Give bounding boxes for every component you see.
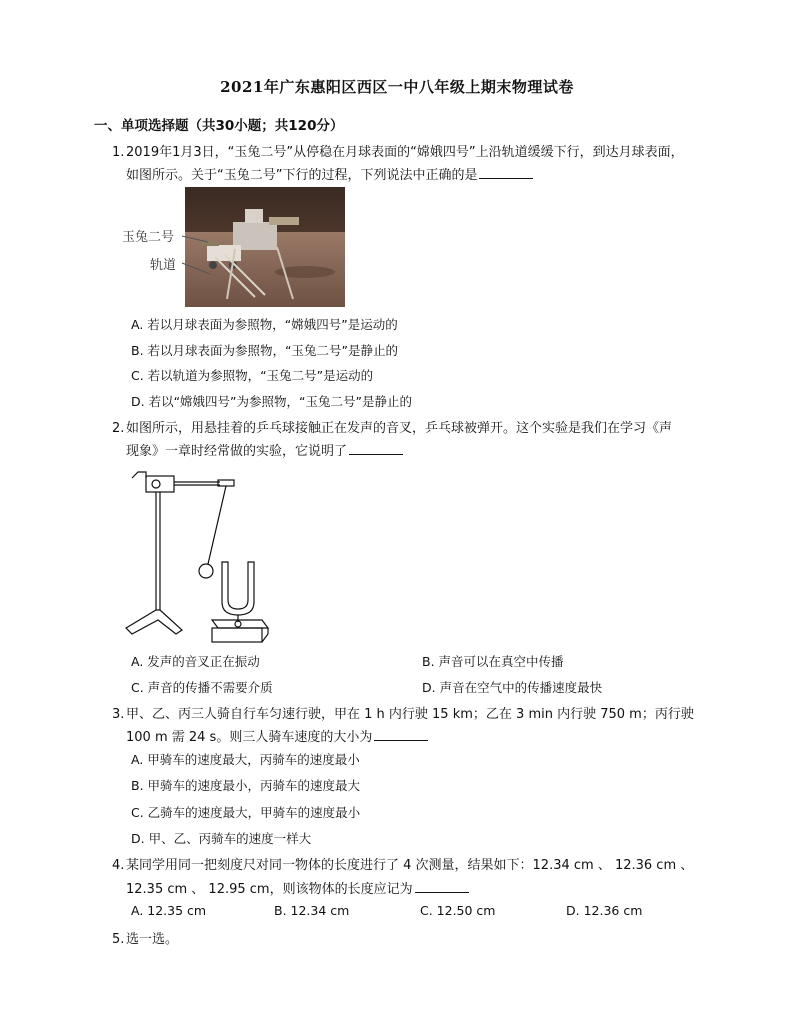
- option-b[interactable]: B. 声音可以在真空中传播: [422, 654, 564, 669]
- option-a[interactable]: A. 若以月球表面为参照物，“嫦娥四号”是运动的: [131, 317, 398, 332]
- option-b[interactable]: B. 甲骑车的速度最小，丙骑车的速度最大: [131, 778, 361, 793]
- option-a[interactable]: A. 甲骑车的速度最大，丙骑车的速度最小: [131, 752, 360, 767]
- option-c[interactable]: C. 声音的传播不需要介质: [131, 680, 273, 695]
- question-3: [112, 704, 742, 726]
- option-c[interactable]: C. 若以轨道为参照物，“玉兔二号”是运动的: [131, 368, 374, 383]
- option-a[interactable]: A. 发声的音叉正在振动: [131, 654, 260, 669]
- question-number: 4.: [112, 858, 125, 873]
- answer-blank: [415, 878, 469, 893]
- question-text: 选一选。: [126, 932, 179, 947]
- option-b[interactable]: B. 若以月球表面为参照物，“玉兔二号”是静止的: [131, 343, 398, 358]
- figure-label-rover: 玉兔二号: [122, 230, 175, 245]
- option-c[interactable]: C. 12.50 cm: [420, 903, 496, 918]
- option-a[interactable]: A. 12.35 cm: [131, 903, 207, 918]
- tuning-fork-diagram: [122, 470, 272, 645]
- question-text: 12.35 cm 、 12.95 cm，则该物体的长度应记为: [126, 882, 413, 897]
- question-3-line2: [126, 726, 428, 749]
- section-heading: 一、单项选择题（共30小题；共120分）: [94, 118, 344, 134]
- question-text: 100 m 需 24 s。则三人骑车速度的大小为: [126, 730, 373, 745]
- option-b[interactable]: B. 12.34 cm: [274, 903, 350, 918]
- question-4: [112, 855, 742, 877]
- question-text: 如图所示。关于“玉兔二号”下行的过程，下列说法中正确的是: [126, 168, 478, 183]
- question-text: 2019年1月3日，“玉兔二号”从停稳在月球表面的“嫦娥四号”上沿轨道缓缓下行，到达月球表面，: [126, 145, 684, 160]
- answer-blank: [479, 164, 533, 179]
- question-text: 现象》一章时经常做的实验，它说明了: [126, 444, 348, 459]
- page-title: 2021年广东惠阳区西区一中八年级上期末物理试卷: [220, 78, 574, 96]
- question-number: 2.: [112, 421, 125, 436]
- question-1-line2: [126, 164, 533, 187]
- question-number: 5.: [112, 932, 125, 947]
- question-number: 1.: [112, 145, 125, 160]
- question-text: 甲、乙、丙三人骑自行车匀速行驶，甲在 1 h 内行驶 15 km；乙在 3 min 内行驶 750 m；丙行驶: [126, 707, 694, 722]
- option-d[interactable]: D. 12.36 cm: [566, 903, 643, 918]
- figure-label-track: 轨道: [150, 258, 177, 273]
- leader-lines: [180, 230, 220, 280]
- option-d[interactable]: D. 若以“嫦娥四号”为参照物，“玉兔二号”是静止的: [131, 394, 412, 409]
- question-2-line2: [126, 440, 403, 463]
- option-d[interactable]: D. 甲、乙、丙骑车的速度一样大: [131, 831, 312, 846]
- answer-blank: [349, 440, 403, 455]
- question-text: 如图所示，用悬挂着的乒乓球接触正在发声的音叉，乒乓球被弹开。这个实验是我们在学习《声: [126, 421, 673, 436]
- question-text: 某同学用同一把刻度尺对同一物体的长度进行了 4 次测量，结果如下：12.34 cm 、 12.36 cm 、: [126, 858, 694, 873]
- question-5: [112, 929, 178, 951]
- option-d[interactable]: D. 声音在空气中的传播速度最快: [422, 680, 603, 695]
- question-1: [112, 142, 722, 164]
- question-number: 3.: [112, 707, 125, 722]
- question-2: [112, 418, 722, 440]
- question-4-line2: [126, 878, 469, 901]
- option-c[interactable]: C. 乙骑车的速度最大，甲骑车的速度最小: [131, 805, 361, 820]
- answer-blank: [374, 726, 428, 741]
